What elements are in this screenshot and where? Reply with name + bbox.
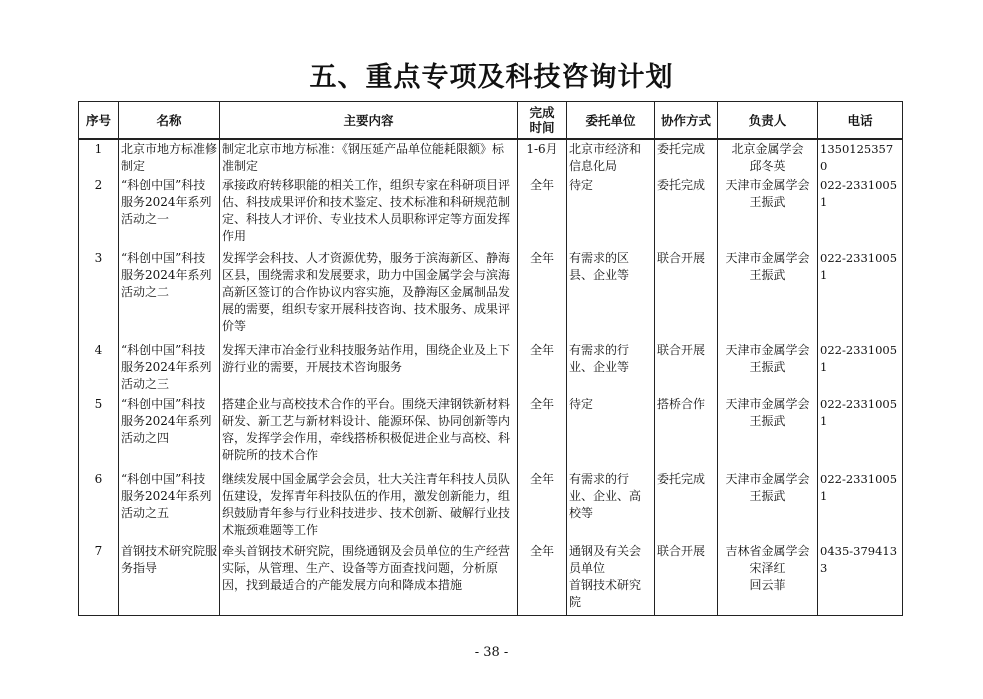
cell-name: “科创中国”科技服务2024年系列活动之三	[119, 341, 220, 395]
table-row	[79, 341, 903, 395]
cell-mode: 委托完成	[655, 139, 718, 176]
cell-name: 北京市地方标准修制定	[119, 139, 220, 176]
cell-no: 3	[79, 249, 119, 341]
plan-table	[78, 101, 903, 616]
cell-client: 有需求的行业、企业等	[567, 341, 655, 395]
page-title: 五、重点专项及科技咨询计划	[309, 62, 674, 93]
cell-mode: 委托完成	[655, 470, 718, 542]
cell-person: 天津市金属学会 王振武	[718, 176, 818, 249]
cell-content: 发挥天津市冶金行业科技服务站作用，围绕企业及上下游行业的需要，开展技术咨询服务	[220, 341, 518, 395]
cell-time: 全年	[518, 249, 567, 341]
cell-client: 有需求的行业、企业、高校等	[567, 470, 655, 542]
cell-name: “科创中国”科技服务2024年系列活动之五	[119, 470, 220, 542]
cell-no: 6	[79, 470, 119, 542]
table-row	[79, 139, 903, 176]
header-time: 完成 时间	[518, 102, 567, 140]
cell-mode: 委托完成	[655, 176, 718, 249]
cell-name: “科创中国”科技服务2024年系列活动之四	[119, 395, 220, 470]
cell-no: 5	[79, 395, 119, 470]
cell-mode: 联合开展	[655, 341, 718, 395]
table-row	[79, 249, 903, 341]
cell-client: 北京市经济和信息化局	[567, 139, 655, 176]
cell-mode: 联合开展	[655, 542, 718, 615]
cell-content: 继续发展中国金属学会会员，壮大关注青年科技人员队伍建设，发挥青年科技队伍的作用，激发创新能力，组织鼓励青年参与行业科技进步、技术创新、破解行业技术瓶颈难题等工作	[220, 470, 518, 542]
cell-mode: 搭桥合作	[655, 395, 718, 470]
cell-phone: 13501253570	[818, 139, 903, 176]
header-phone: 电话	[818, 102, 903, 140]
cell-person: 天津市金属学会 王振武	[718, 395, 818, 470]
cell-no: 7	[79, 542, 119, 615]
cell-person: 天津市金属学会 王振武	[718, 470, 818, 542]
cell-phone: 022-23310051	[818, 341, 903, 395]
cell-time: 1-6月	[518, 139, 567, 176]
header-name: 名称	[119, 102, 220, 140]
cell-name: “科创中国”科技服务2024年系列活动之二	[119, 249, 220, 341]
cell-client: 待定	[567, 395, 655, 470]
header-content: 主要内容	[220, 102, 518, 140]
cell-no: 4	[79, 341, 119, 395]
cell-no: 2	[79, 176, 119, 249]
cell-person: 吉林省金属学会 宋泽红 回云菲	[718, 542, 818, 615]
cell-client: 待定	[567, 176, 655, 249]
cell-content: 牵头首钢技术研究院，围绕通钢及会员单位的生产经营实际，从管理、生产、设备等方面查找问题，分析原因，找到最适合的产能发展方向和降成本措施	[220, 542, 518, 615]
cell-time: 全年	[518, 470, 567, 542]
cell-time: 全年	[518, 341, 567, 395]
cell-content: 承接政府转移职能的相关工作，组织专家在科研项目评估、科技成果评价和技术鉴定、技术标准和科研规范制定、科技人才评价、专业技术人员职称评定等方面发挥作用	[220, 176, 518, 249]
cell-content: 搭建企业与高校技术合作的平台。围绕天津钢铁新材料研发、新工艺与新材料设计、能源环保、协同创新等内容，发挥学会作用，牵线搭桥积极促进企业与高校、科研院所的技术合作	[220, 395, 518, 470]
header-person: 负责人	[718, 102, 818, 140]
cell-name: 首钢技术研究院服务指导	[119, 542, 220, 615]
cell-content: 制定北京市地方标准：《钢压延产品单位能耗限额》标准制定	[220, 139, 518, 176]
table-body	[79, 139, 903, 615]
cell-phone: 022-23310051	[818, 395, 903, 470]
cell-mode: 联合开展	[655, 249, 718, 341]
cell-person: 北京金属学会 邱冬英	[718, 139, 818, 176]
cell-content: 发挥学会科技、人才资源优势，服务于滨海新区、静海区县，围绕需求和发展要求，助力中国金属学会与滨海高新区签订的合作协议内容实施，及静海区金属制品发展的需要，组织专家开展科技咨询、技术服务、成果评价等	[220, 249, 518, 341]
cell-phone: 022-23310051	[818, 470, 903, 542]
table-row	[79, 395, 903, 470]
header-no: 序号	[79, 102, 119, 140]
table-row	[79, 542, 903, 615]
page-number: - 38 -	[474, 645, 509, 660]
cell-phone: 022-23310051	[818, 176, 903, 249]
cell-time: 全年	[518, 395, 567, 470]
cell-phone: 0435-3794133	[818, 542, 903, 615]
cell-time: 全年	[518, 542, 567, 615]
cell-phone: 022-23310051	[818, 249, 903, 341]
table-row	[79, 470, 903, 542]
cell-person: 天津市金属学会 王振武	[718, 249, 818, 341]
cell-name: “科创中国”科技服务2024年系列活动之一	[119, 176, 220, 249]
table-header-row	[79, 102, 903, 140]
cell-client: 有需求的区县、企业等	[567, 249, 655, 341]
header-client: 委托单位	[567, 102, 655, 140]
header-mode: 协作方式	[655, 102, 718, 140]
cell-person: 天津市金属学会 王振武	[718, 341, 818, 395]
cell-no: 1	[79, 139, 119, 176]
table-row	[79, 176, 903, 249]
cell-time: 全年	[518, 176, 567, 249]
cell-client: 通钢及有关会员单位 首钢技术研究院	[567, 542, 655, 615]
